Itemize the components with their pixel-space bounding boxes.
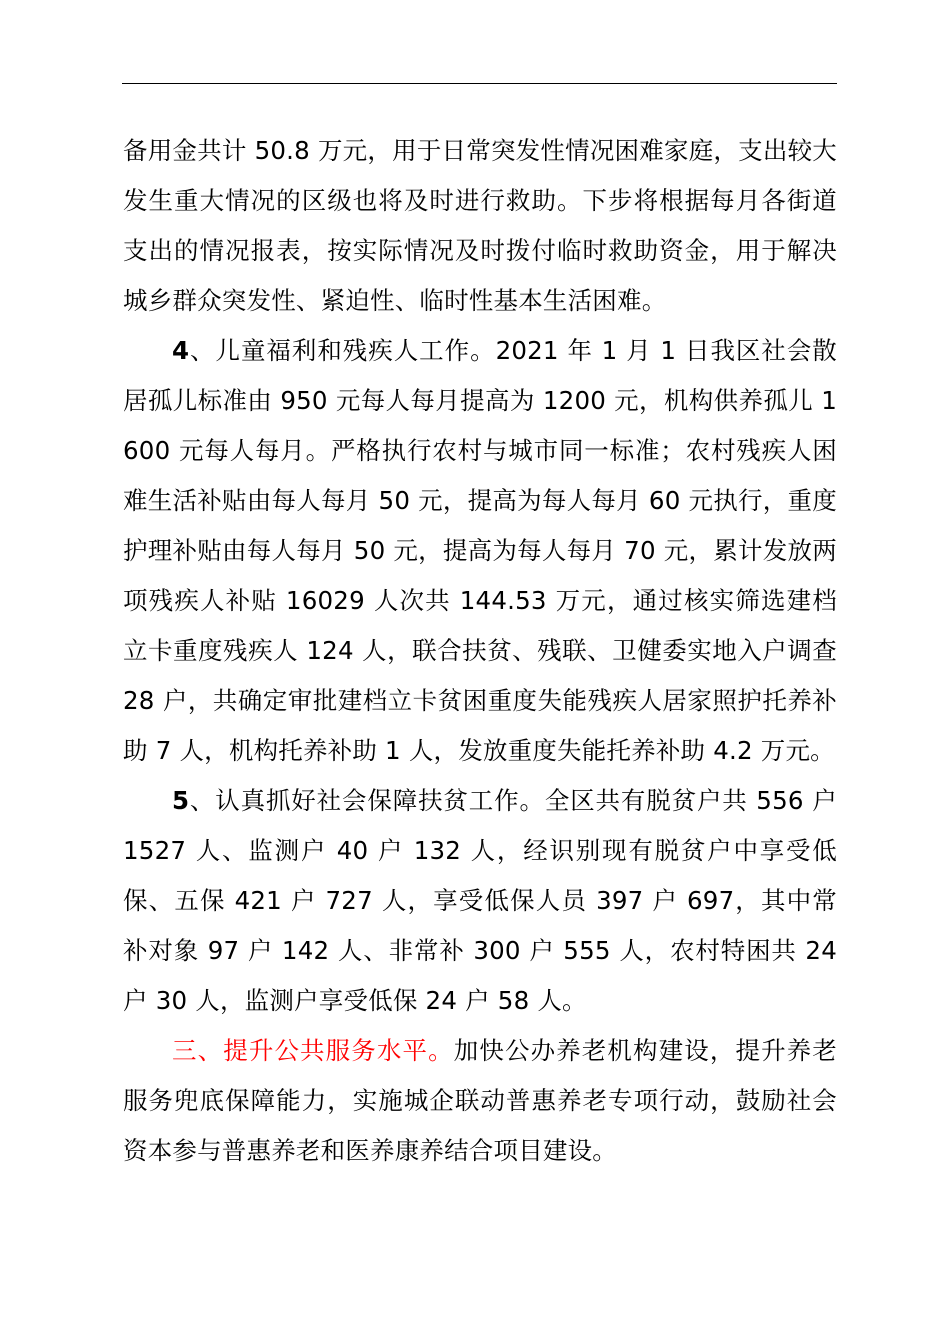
paragraph-text: 、认真抓好社会保障扶贫工作。全区共有脱贫户共 556 户 1527 人、监测户 40 户 132 人，经识别现有脱贫户中享受低保、五保 421 户 727 人，享受低保人员 397 户 697，其中常补对象 97 户 142 人、非常补 300 户 555 人，农村特困共 24 户 30 人，监测户享受低保 24 户 58 人。 bbox=[123, 786, 837, 1015]
paragraph-public-service bbox=[123, 1026, 837, 1176]
item-number: 5 bbox=[172, 786, 190, 815]
header-rule bbox=[122, 83, 837, 84]
paragraph-social-security-poverty bbox=[123, 776, 837, 1026]
item-number: 4 bbox=[172, 336, 190, 365]
section-heading: 三、提升公共服务水平。 bbox=[172, 1036, 454, 1065]
paragraph-text: 备用金共计 50.8 万元，用于日常突发性情况困难家庭，支出较大发生重大情况的区级也将及时进行救助。下步将根据每月各街道支出的情况报表，按实际情况及时拨付临时救助资金，用于解决城乡群众突发性、紧迫性、临时性基本生活困难。 bbox=[123, 136, 837, 315]
paragraph-text: 加快公办养老机构建设，提升养老服务兜底保障能力，实施城企联动普惠养老专项行动，鼓励社会资本参与普惠养老和医养康养结合项目建设。 bbox=[123, 1036, 837, 1165]
paragraph-child-welfare-disabled bbox=[123, 326, 837, 776]
paragraph-text: 、儿童福利和残疾人工作。2021 年 1 月 1 日我区社会散居孤儿标准由 950 元每人每月提高为 1200 元，机构供养孤儿 1600 元每人每月。严格执行农村与城市同一标准；农村残疾人困难生活补贴由每人每月 50 元，提高为每人每月 60 元执行，重度护理补贴由每人每月 50 元，提高为每人每月 70 元，累计发放两项残疾人补贴 16029 人次共 144.53 万元，通过核实筛选建档立卡重度残疾人 124 人，联合扶贫、残联、卫健委实地入户调查 28 户，共确定审批建档立卡贫困重度失能残疾人居家照护托养补助 7 人，机构托养补助 1 人，发放重度失能托养补助 4.2 万元。 bbox=[123, 336, 837, 765]
paragraph-temporary-relief-continued bbox=[123, 126, 837, 326]
document-body bbox=[123, 126, 837, 1176]
